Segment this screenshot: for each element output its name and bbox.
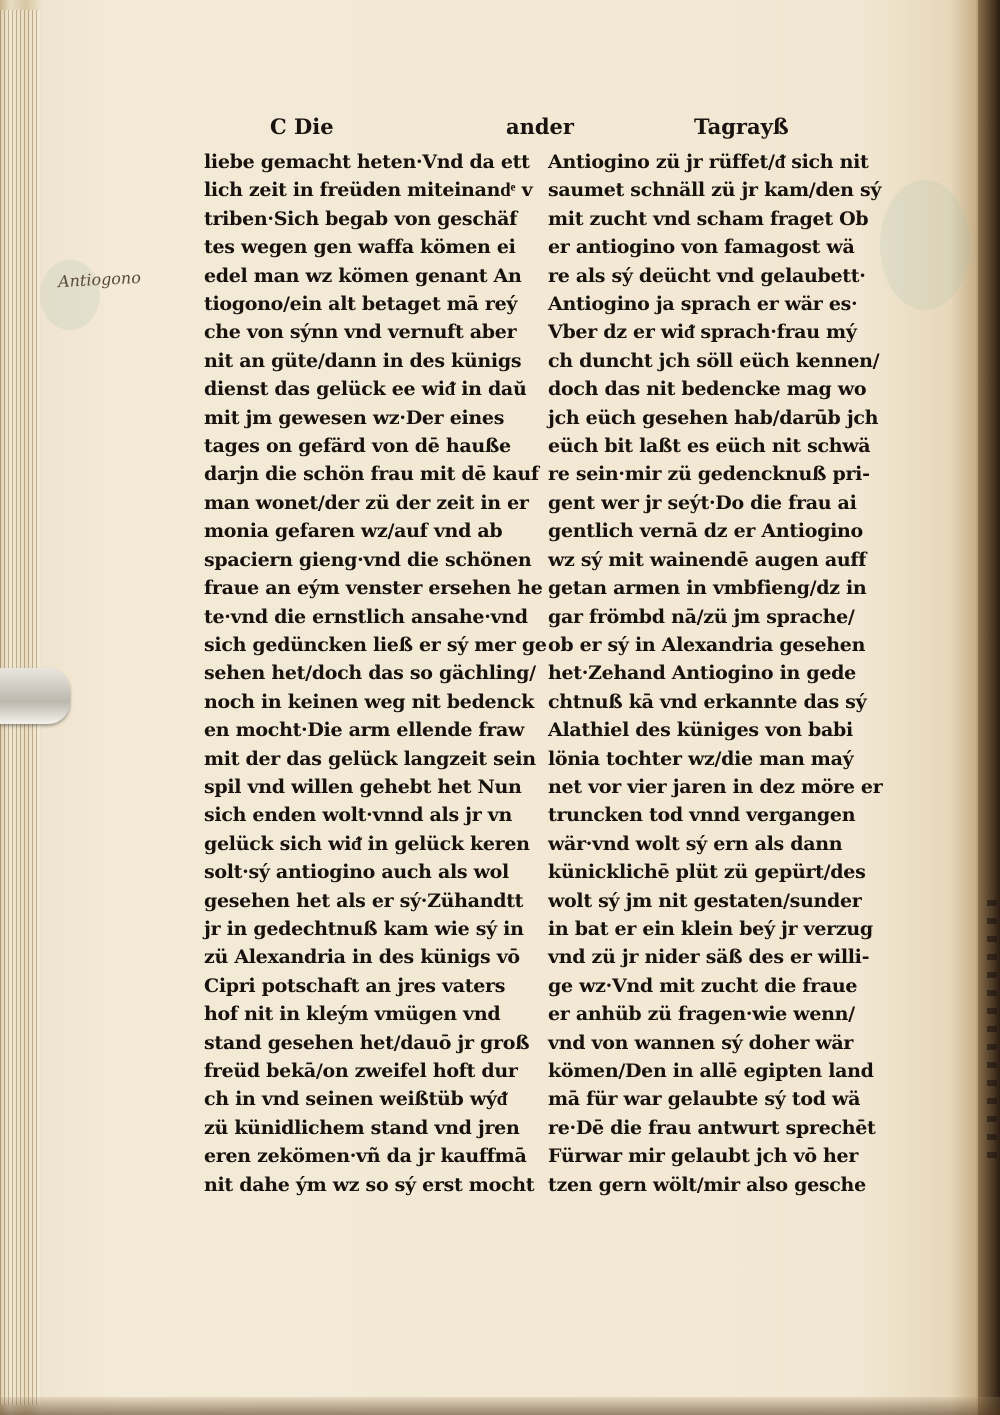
header-left: C Die <box>270 114 334 139</box>
text-line: tzen gern wölt/mir also gesche <box>548 1173 866 1196</box>
header-middle: ander <box>506 114 574 139</box>
text-line: Cipri potschaft an jres vaters <box>204 974 506 997</box>
text-line: gelück sich wiᵭ in gelück keren <box>204 832 530 855</box>
text-line: re als sý deücht vnd gelaubett· <box>548 264 866 287</box>
left-text-column <box>204 148 547 1199</box>
text-line: Vber dz er wiᵭ sprach·frau mý <box>548 321 857 344</box>
text-line: sich gedüncken ließ er sý mer ge <box>204 633 547 656</box>
text-line: sich enden wolt·vnnd als jr vn <box>204 804 513 827</box>
text-line: mit zucht vnd scham fraget Ob <box>548 207 869 230</box>
text-line: er anhüb zü fragen·wie wenn/ <box>548 1003 855 1026</box>
text-line: liebe gemacht heten·Vnd da ett <box>204 151 530 173</box>
text-line: gar frömbd nā/zü jm sprache/ <box>548 605 855 628</box>
text-line: noch in keinen weg nit bedenck <box>204 690 534 713</box>
text-line: net vor vier jaren in dez möre er <box>548 775 883 798</box>
text-line: lich zeit in freüden miteinandͤ v <box>204 179 533 202</box>
text-line: Antiogino zü jr rüffet/ᵭ sich nit <box>548 151 869 173</box>
text-line: wolt sý jm nit gestaten/sunder <box>548 889 862 912</box>
text-line: spaciern gieng·vnd die schönen <box>204 548 532 571</box>
text-line: dienst das gelück ee wiᵭ in daŭ <box>204 378 527 401</box>
text-line: vnd von wannen sý doher wär <box>548 1031 854 1054</box>
text-line: getan armen in vmbfieng/dz in <box>548 577 867 600</box>
text-line: re sein·mir zü gedencknuß pri- <box>548 463 870 486</box>
text-line: re·Dē die frau antwurt sprechēt <box>548 1116 876 1139</box>
next-page-text-marks <box>987 900 997 1160</box>
text-line: truncken tod vnnd vergangen <box>548 804 856 827</box>
page-clip <box>0 668 70 724</box>
text-line: saumet schnäll zü jr kam/den sý <box>548 179 882 202</box>
text-line: het·Zehand Antiogino in gede <box>548 662 856 685</box>
text-line: jch eüch gesehen hab/darūb jch <box>548 406 879 429</box>
text-line: er antiogino von famagost wä <box>548 236 855 259</box>
text-line: mit jm gewesen wz·Der eines <box>204 406 505 429</box>
text-line: mit der das gelück langzeit sein <box>204 747 536 770</box>
text-line: monia gefaren wz/auf vnd ab <box>204 520 503 543</box>
text-line: tes wegen gen waffa kömen ei <box>204 236 516 259</box>
text-line: triben·Sich begab von geschäf <box>204 207 517 230</box>
text-line: tages on gefärd von dē hauße <box>204 435 511 458</box>
text-line: Fürwar mir gelaubt jch vō her <box>548 1145 859 1168</box>
text-line: gentlich vernā dz er Antiogino <box>548 520 863 543</box>
text-line: eüch bit laßt es eüch nit schwä <box>548 435 871 458</box>
bottom-page-edge <box>0 1397 1000 1415</box>
text-line: hof nit in kleým vmügen vnd <box>204 1003 501 1026</box>
text-line: lönia tochter wz/die man maý <box>548 747 854 770</box>
text-line: ch duncht jch söll eüch kennen/ <box>548 349 880 372</box>
text-line: doch das nit bedencke mag wo <box>548 378 867 401</box>
text-line: chtnuß kā vnd erkannte das sý <box>548 690 867 713</box>
text-line: wz sý mit wainendē augen auff <box>548 548 867 571</box>
next-page-edge <box>978 0 1000 1415</box>
text-line: wär·vnd wolt sý ern als dann <box>548 832 843 855</box>
text-line: Antiogino ja sprach er wär es· <box>548 293 858 316</box>
text-line: edel man wz kömen genant An <box>204 264 522 287</box>
text-line: eren zekömen·vñ da jr kauffmā <box>204 1145 527 1168</box>
text-line: stand gesehen het/dauō jr groß <box>204 1031 530 1054</box>
text-line: in bat er ein klein beý jr verzug <box>548 917 873 940</box>
text-line: freüd bekā/on zweifel hoft dur <box>204 1060 518 1082</box>
water-stain <box>880 180 970 310</box>
text-line: vnd zü jr nider säß des er willi- <box>548 946 870 969</box>
text-line: ch in vnd seinen weißtüb wýᵭ <box>204 1088 507 1111</box>
text-line: mā für war gelaubte sý tod wä <box>548 1088 861 1111</box>
text-line: künicklichē plüt zü gepürt/des <box>548 861 866 884</box>
right-text-column <box>548 148 888 1199</box>
text-line: en mocht·Die arm ellende fraw <box>204 719 525 742</box>
text-line: tiogono/ein alt betaget mā reý <box>204 293 518 316</box>
text-line: sehen het/doch das so gächling/ <box>204 662 536 685</box>
text-line: kömen/Den in allē egipten land <box>548 1060 874 1082</box>
running-header <box>270 114 830 148</box>
text-line: jr in gedechtnuß kam wie sý in <box>204 917 524 940</box>
text-line: gesehen het als er sý·Zühandtt <box>204 889 524 912</box>
text-line: Alathiel des küniges von babi <box>548 719 853 742</box>
text-line: zü künidlichem stand vnd jren <box>204 1116 520 1139</box>
text-line: che von sýnn vnd vernuft aber <box>204 321 517 344</box>
text-line: fraue an eým venster ersehen he <box>204 577 543 600</box>
text-line: spil vnd willen gehebt het Nun <box>204 775 522 798</box>
text-line: nit an güte/dann in des künigs <box>204 349 522 372</box>
text-line: nit dahe ým wz so sý erst mocht <box>204 1173 535 1196</box>
text-line: man wonet/der zü der zeit in er <box>204 491 529 514</box>
text-line: te·vnd die ernstlich ansahe·vnd <box>204 605 528 628</box>
text-line: ge wz·Vnd mit zucht die fraue <box>548 974 858 997</box>
header-right: Tagrayß <box>694 114 789 139</box>
text-line: gent wer jr seýt·Do die frau ai <box>548 491 857 514</box>
text-line: darjn die schön frau mit dē kauf <box>204 463 539 486</box>
text-line: zü Alexandria in des künigs vō <box>204 946 520 969</box>
text-line: ob er sý in Alexandria gesehen <box>548 633 866 656</box>
text-line: solt·sý antiogino auch als wol <box>204 861 509 884</box>
marginal-note: Antiogono <box>57 267 142 292</box>
